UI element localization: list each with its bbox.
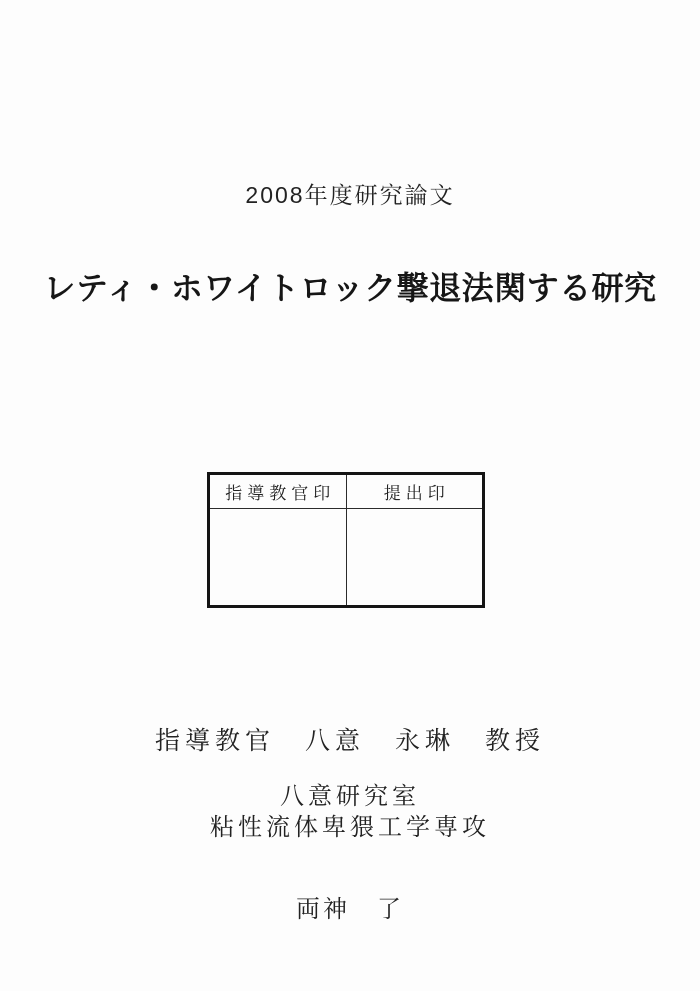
author-name: 両神 了 <box>296 896 404 923</box>
stamp-column-advisor <box>210 475 347 605</box>
stamp-cell-submission-seal <box>347 509 483 605</box>
document-year-label: 2008年度研究論文 <box>245 182 455 208</box>
stamp-table <box>207 472 485 608</box>
stamp-cell-advisor-seal <box>210 509 346 605</box>
lab-major: 粘性流体卑猥工学専攻 <box>210 814 490 841</box>
advisor-line: 指導教官 八意 永琳 教授 <box>154 727 545 755</box>
stamp-header-advisor-seal: 指導教官印 <box>210 475 346 509</box>
lab-name: 八意研究室 <box>280 783 420 810</box>
stamp-column-submission <box>347 475 483 605</box>
document-title: レティ・ホワイトロック撃退法関する研究 <box>43 270 657 306</box>
lab-block <box>0 781 700 843</box>
stamp-header-submission-seal: 提出印 <box>347 475 483 509</box>
